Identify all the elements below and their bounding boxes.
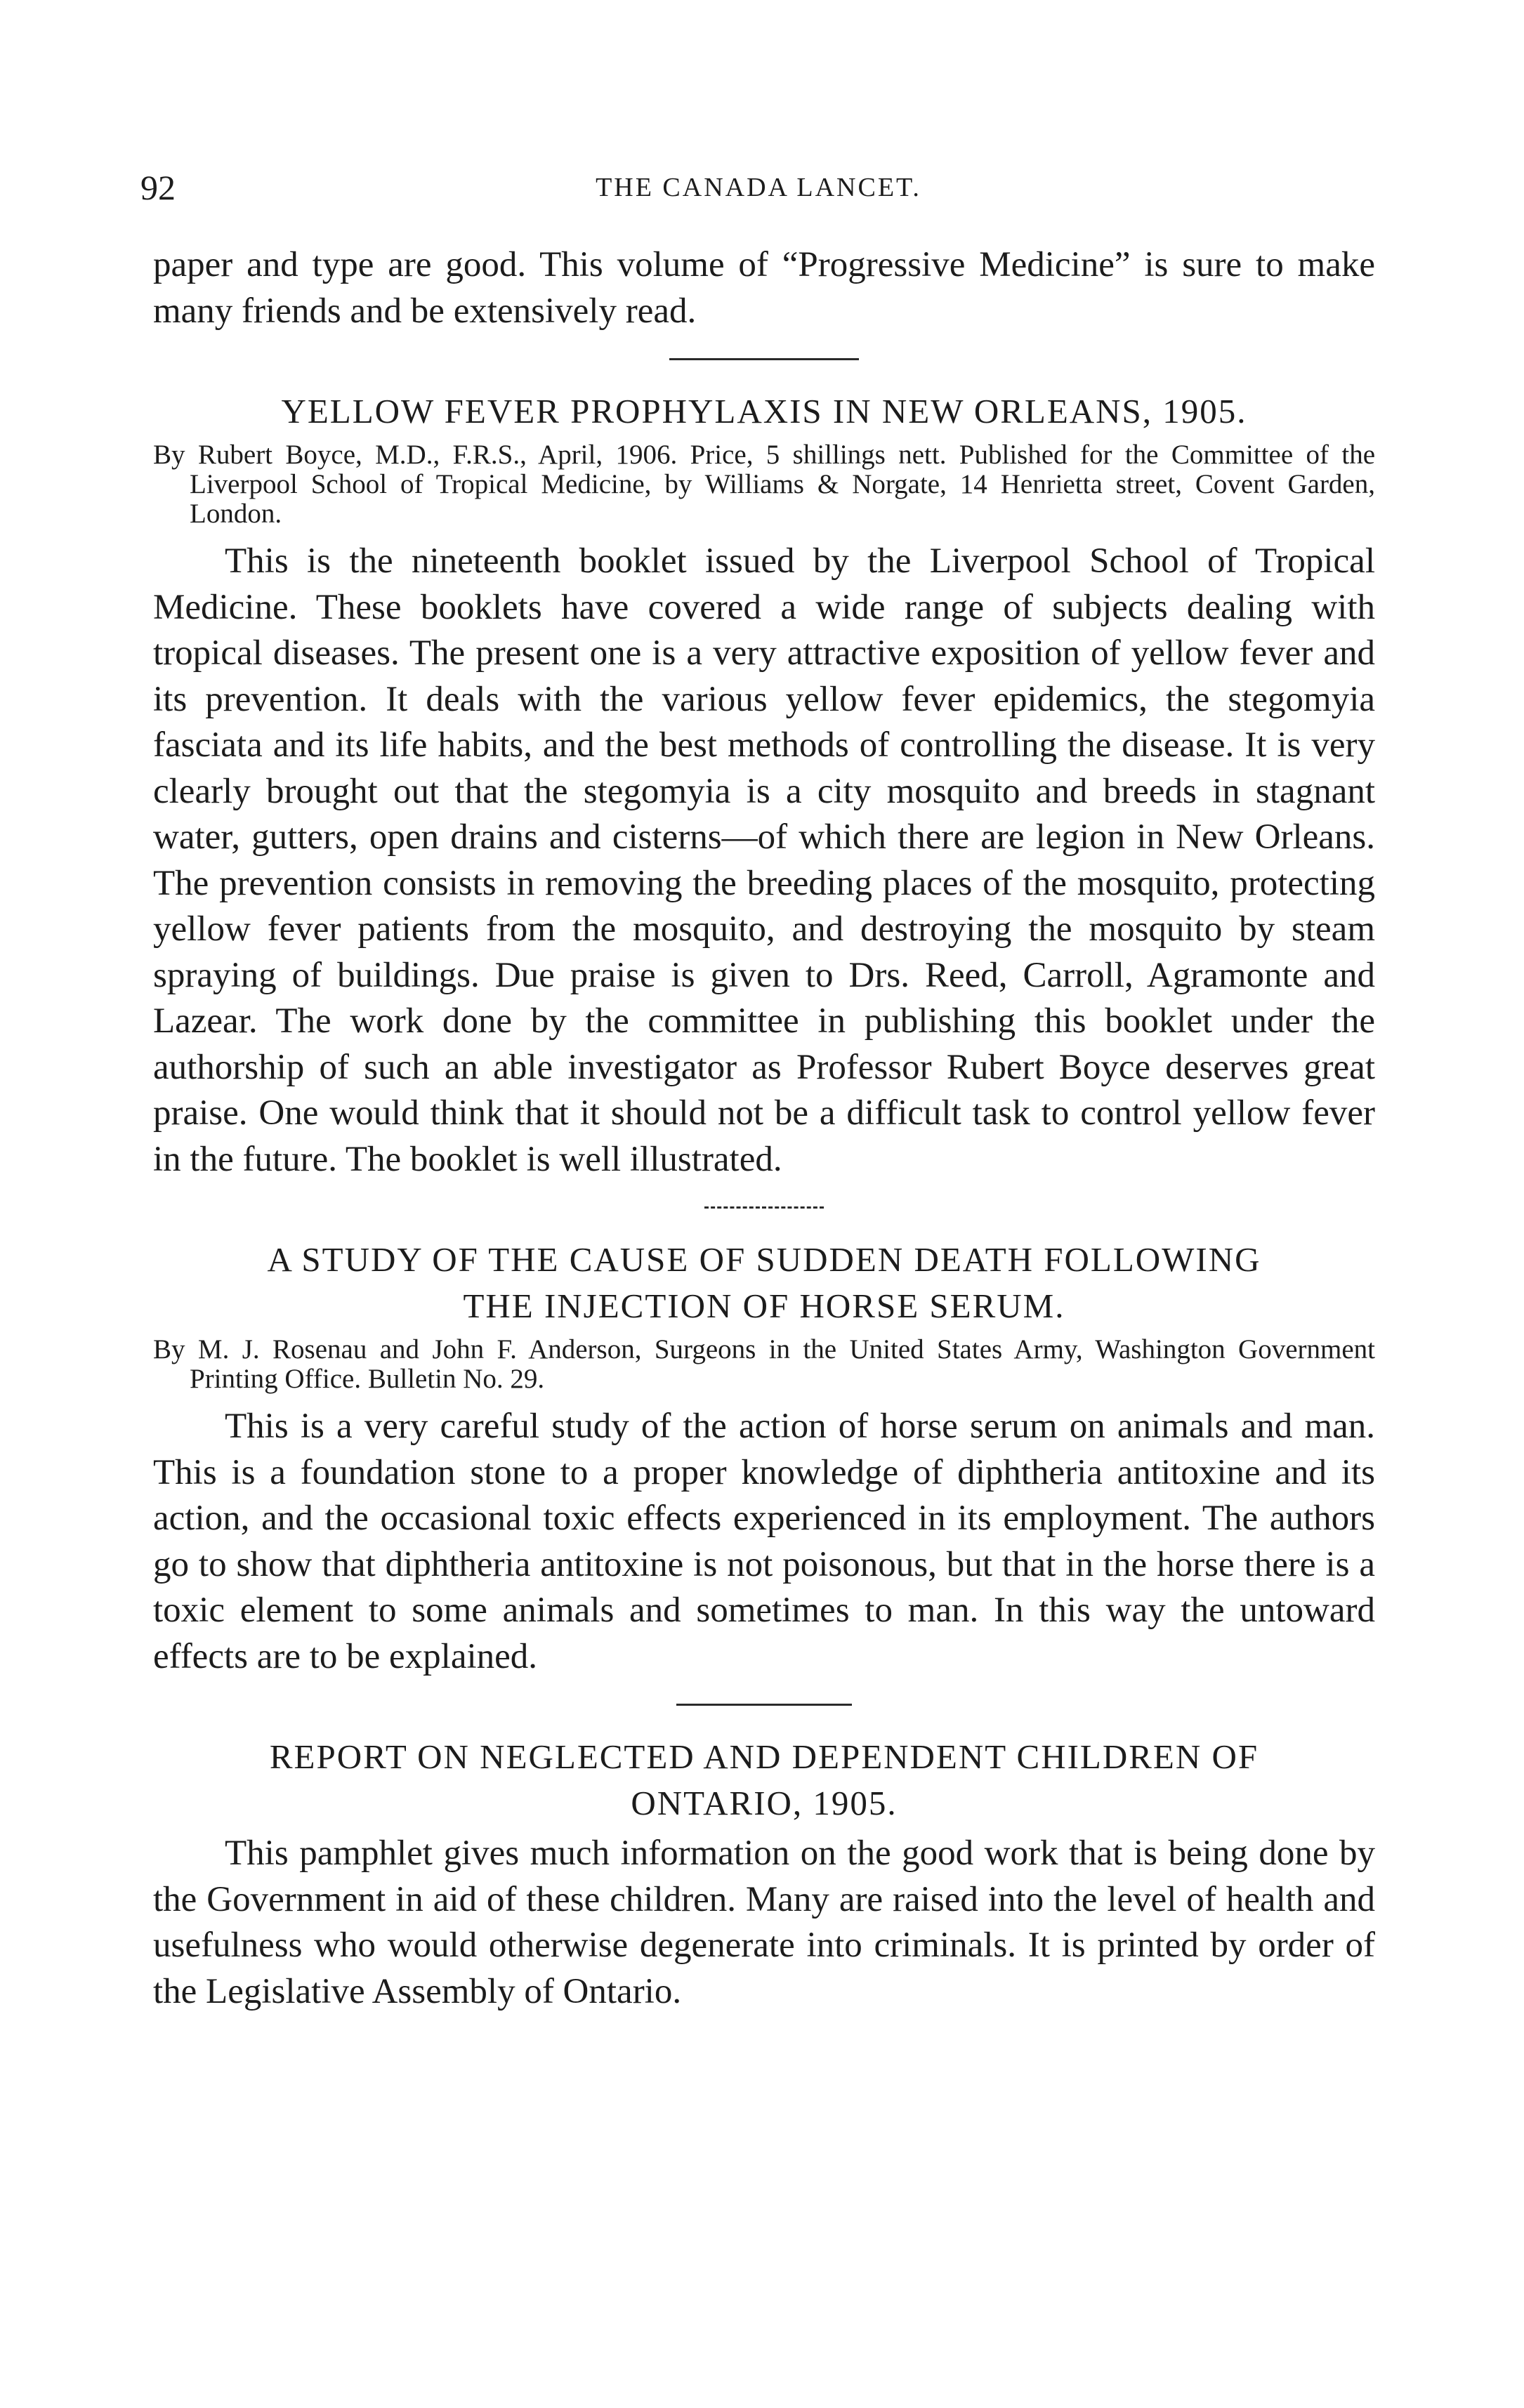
- page-number: 92: [140, 168, 176, 207]
- section-byline: By M. J. Rosenau and John F. Anderson, Surgeons in the United States Army, Washington Government Printing Office. Bulletin No. 29.: [153, 1334, 1375, 1394]
- section-divider: [704, 1206, 824, 1209]
- section-title-line: ONTARIO, 1905.: [631, 1784, 898, 1822]
- intro-paragraph: paper and type are good. This volume of “Progressive Medicine” is sure to make many friends and be extensively read.: [153, 245, 1375, 331]
- section-title: [153, 1734, 1375, 1827]
- page-header: [140, 163, 1377, 212]
- review-horse-serum: [153, 1237, 1375, 1680]
- section-title: [153, 1237, 1375, 1329]
- section-body: This is the nineteenth booklet issued by the Liverpool School of Tropical Medicine. These booklets have covered a wide range of subjects dealing with tropical diseases. The present one is a very attractive exposition of yellow fever and its prevention. It deals with the various yellow fever epidemics, the stegomyia fasciata and its life habits, and the best methods of controlling the disease. It is very clearly brought out that the stegomyia is a city mosquito and breeds in stagnant water, gutters, open drains and cisterns—of which there are legion in New Orleans. The prevention consists in removing the breeding places of the mosquito, protecting yellow fever patients from the mosquito, and destroying the mosquito by steam spraying of buildings. Due praise is given to Drs. Reed, Carroll, Agramonte and Lazear. The work done by the committee in publishing this booklet under the authorship of such an able investigator as Professor Rubert Boyce deserves great praise. One would think that it should not be a difficult task to control yellow fever in the future. The booklet is well illustrated.: [153, 541, 1375, 1179]
- section-title-line: A STUDY OF THE CAUSE OF SUDDEN DEATH FOLLOWING: [267, 1240, 1261, 1279]
- section-body: This pamphlet gives much information on the good work that is being done by the Government in aid of these children. Many are raised into the level of health and usefulness who would otherwise degenerate into criminals. It is printed by order of the Legislative Assembly of Ontario.: [153, 1834, 1375, 2011]
- section-title: YELLOW FEVER PROPHYLAXIS IN NEW ORLEANS, 1905.: [281, 392, 1247, 430]
- running-title: THE CANADA LANCET.: [596, 173, 921, 202]
- article-body: [153, 242, 1375, 2015]
- section-divider: [676, 1704, 852, 1706]
- report-neglected-children: [153, 1734, 1375, 2015]
- review-yellow-fever: [153, 388, 1375, 1183]
- section-title-line: REPORT ON NEGLECTED AND DEPENDENT CHILDREN OF: [269, 1737, 1259, 1776]
- section-byline: By Rubert Boyce, M.D., F.R.S., April, 1906. Price, 5 shillings nett. Published for the Committee of the Liverpool School of Tropical Medicine, by Williams & Norgate, 14 Henrietta street, Covent Garden, London.: [153, 440, 1375, 529]
- section-title-line: THE INJECTION OF HORSE SERUM.: [463, 1287, 1065, 1325]
- section-body: This is a very careful study of the action of horse serum on animals and man. This is a foundation stone to a proper knowledge of diphtheria antitoxine and its action, and the occasional toxic effects experienced in its employment. The authors go to show that diphtheria antitoxine is not poisonous, but that in the horse there is a toxic element to some animals and sometimes to man. In this way the untoward effects are to be explained.: [153, 1407, 1375, 1676]
- section-divider: [669, 358, 859, 360]
